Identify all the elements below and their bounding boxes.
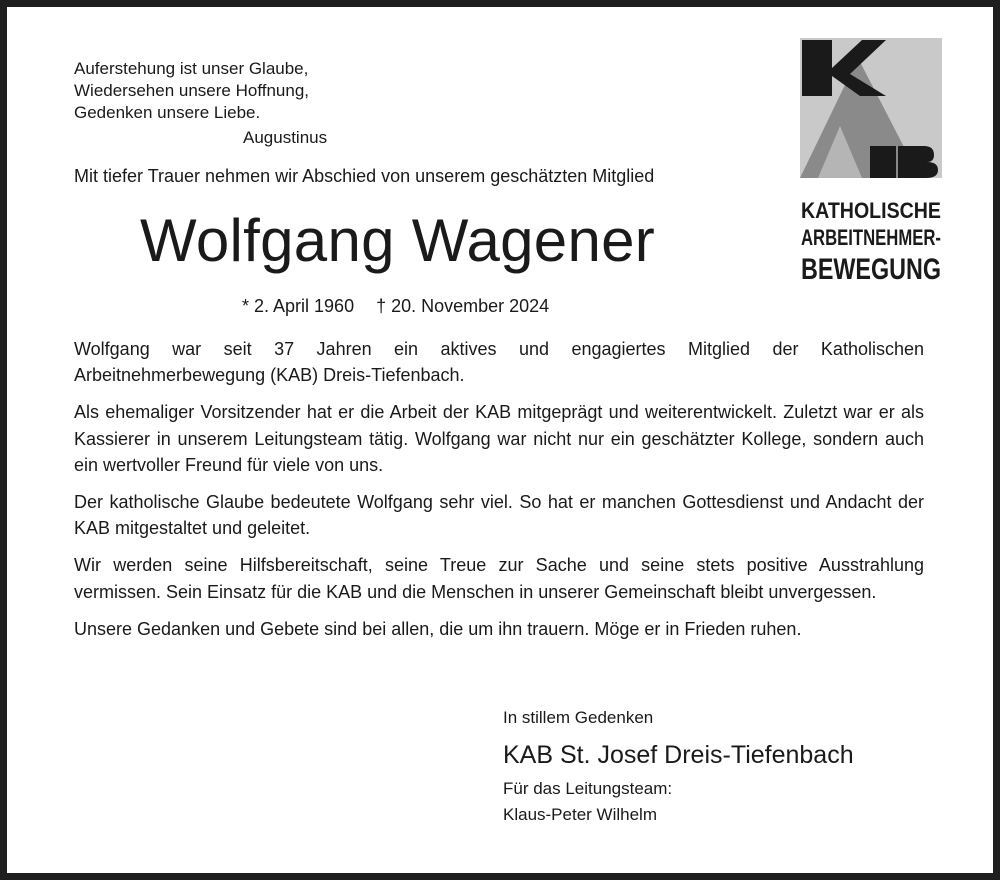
- body-paragraph: Unsere Gedanken und Gebete sind bei allen, die um ihn trauern. Möge er in Frieden ruhen.: [74, 618, 802, 639]
- body-paragraph: Wolfgang war seit 37 Jahren ein aktives und engagiertes Mitglied der Katholischen Arbeitnehmerbewegung (KAB) Dreis-Tiefenbach.: [74, 339, 924, 386]
- deceased-name: Wolfgang Wagener: [140, 207, 656, 274]
- motto-line: Wiedersehen unsere Hoffnung,: [74, 81, 310, 100]
- logo-line: ARBEITNEHMER-: [801, 225, 941, 250]
- obituary-body: [74, 336, 924, 653]
- body-paragraph: Der katholische Glaube bedeutete Wolfgang sehr viel. So hat er manchen Gottesdienst und Andacht der KAB mitgestaltet und geleitet.: [74, 492, 924, 539]
- logo-line: BEWEGUNG: [801, 253, 941, 286]
- motto-quote: [74, 58, 309, 124]
- logo-line: KATHOLISCHE: [801, 198, 941, 223]
- life-dates: [242, 296, 549, 317]
- kab-logo: [800, 38, 942, 286]
- body-paragraph: Wir werden seine Hilfsbereitschaft, seine Treue zur Sache und seine stets positive Ausstrahlung vermissen. Sein Einsatz für die KAB und die Menschen in unserer Gemeinschaft bleibt unvergessen.: [74, 555, 924, 602]
- body-paragraph: Als ehemaliger Vorsitzender hat er die Arbeit der KAB mitgeprägt und weiterentwickelt. Zuletzt war er als Kassierer in unserem Leitungsteam tätig. Wolfgang war nicht nur ein geschätzter Kollege, sondern auch ein wertvoller Freund für viele von uns.: [74, 402, 924, 476]
- on-behalf-line: Für das Leitungsteam:: [503, 779, 673, 798]
- birth-date: * 2. April 1960: [242, 296, 355, 316]
- motto-line: Auferstehung ist unser Glaube,: [74, 59, 309, 78]
- motto-line: Gedenken unsere Liebe.: [74, 103, 261, 122]
- motto-author: Augustinus: [243, 128, 328, 147]
- organization-name: KAB St. Josef Dreis-Tiefenbach: [503, 741, 854, 769]
- intro-line: Mit tiefer Trauer nehmen wir Abschied von unserem geschätzten Mitglied: [74, 166, 655, 186]
- closing-phrase: In stillem Gedenken: [503, 708, 654, 727]
- death-date: † 20. November 2024: [376, 296, 550, 316]
- signatory-name: Klaus-Peter Wilhelm: [503, 805, 657, 824]
